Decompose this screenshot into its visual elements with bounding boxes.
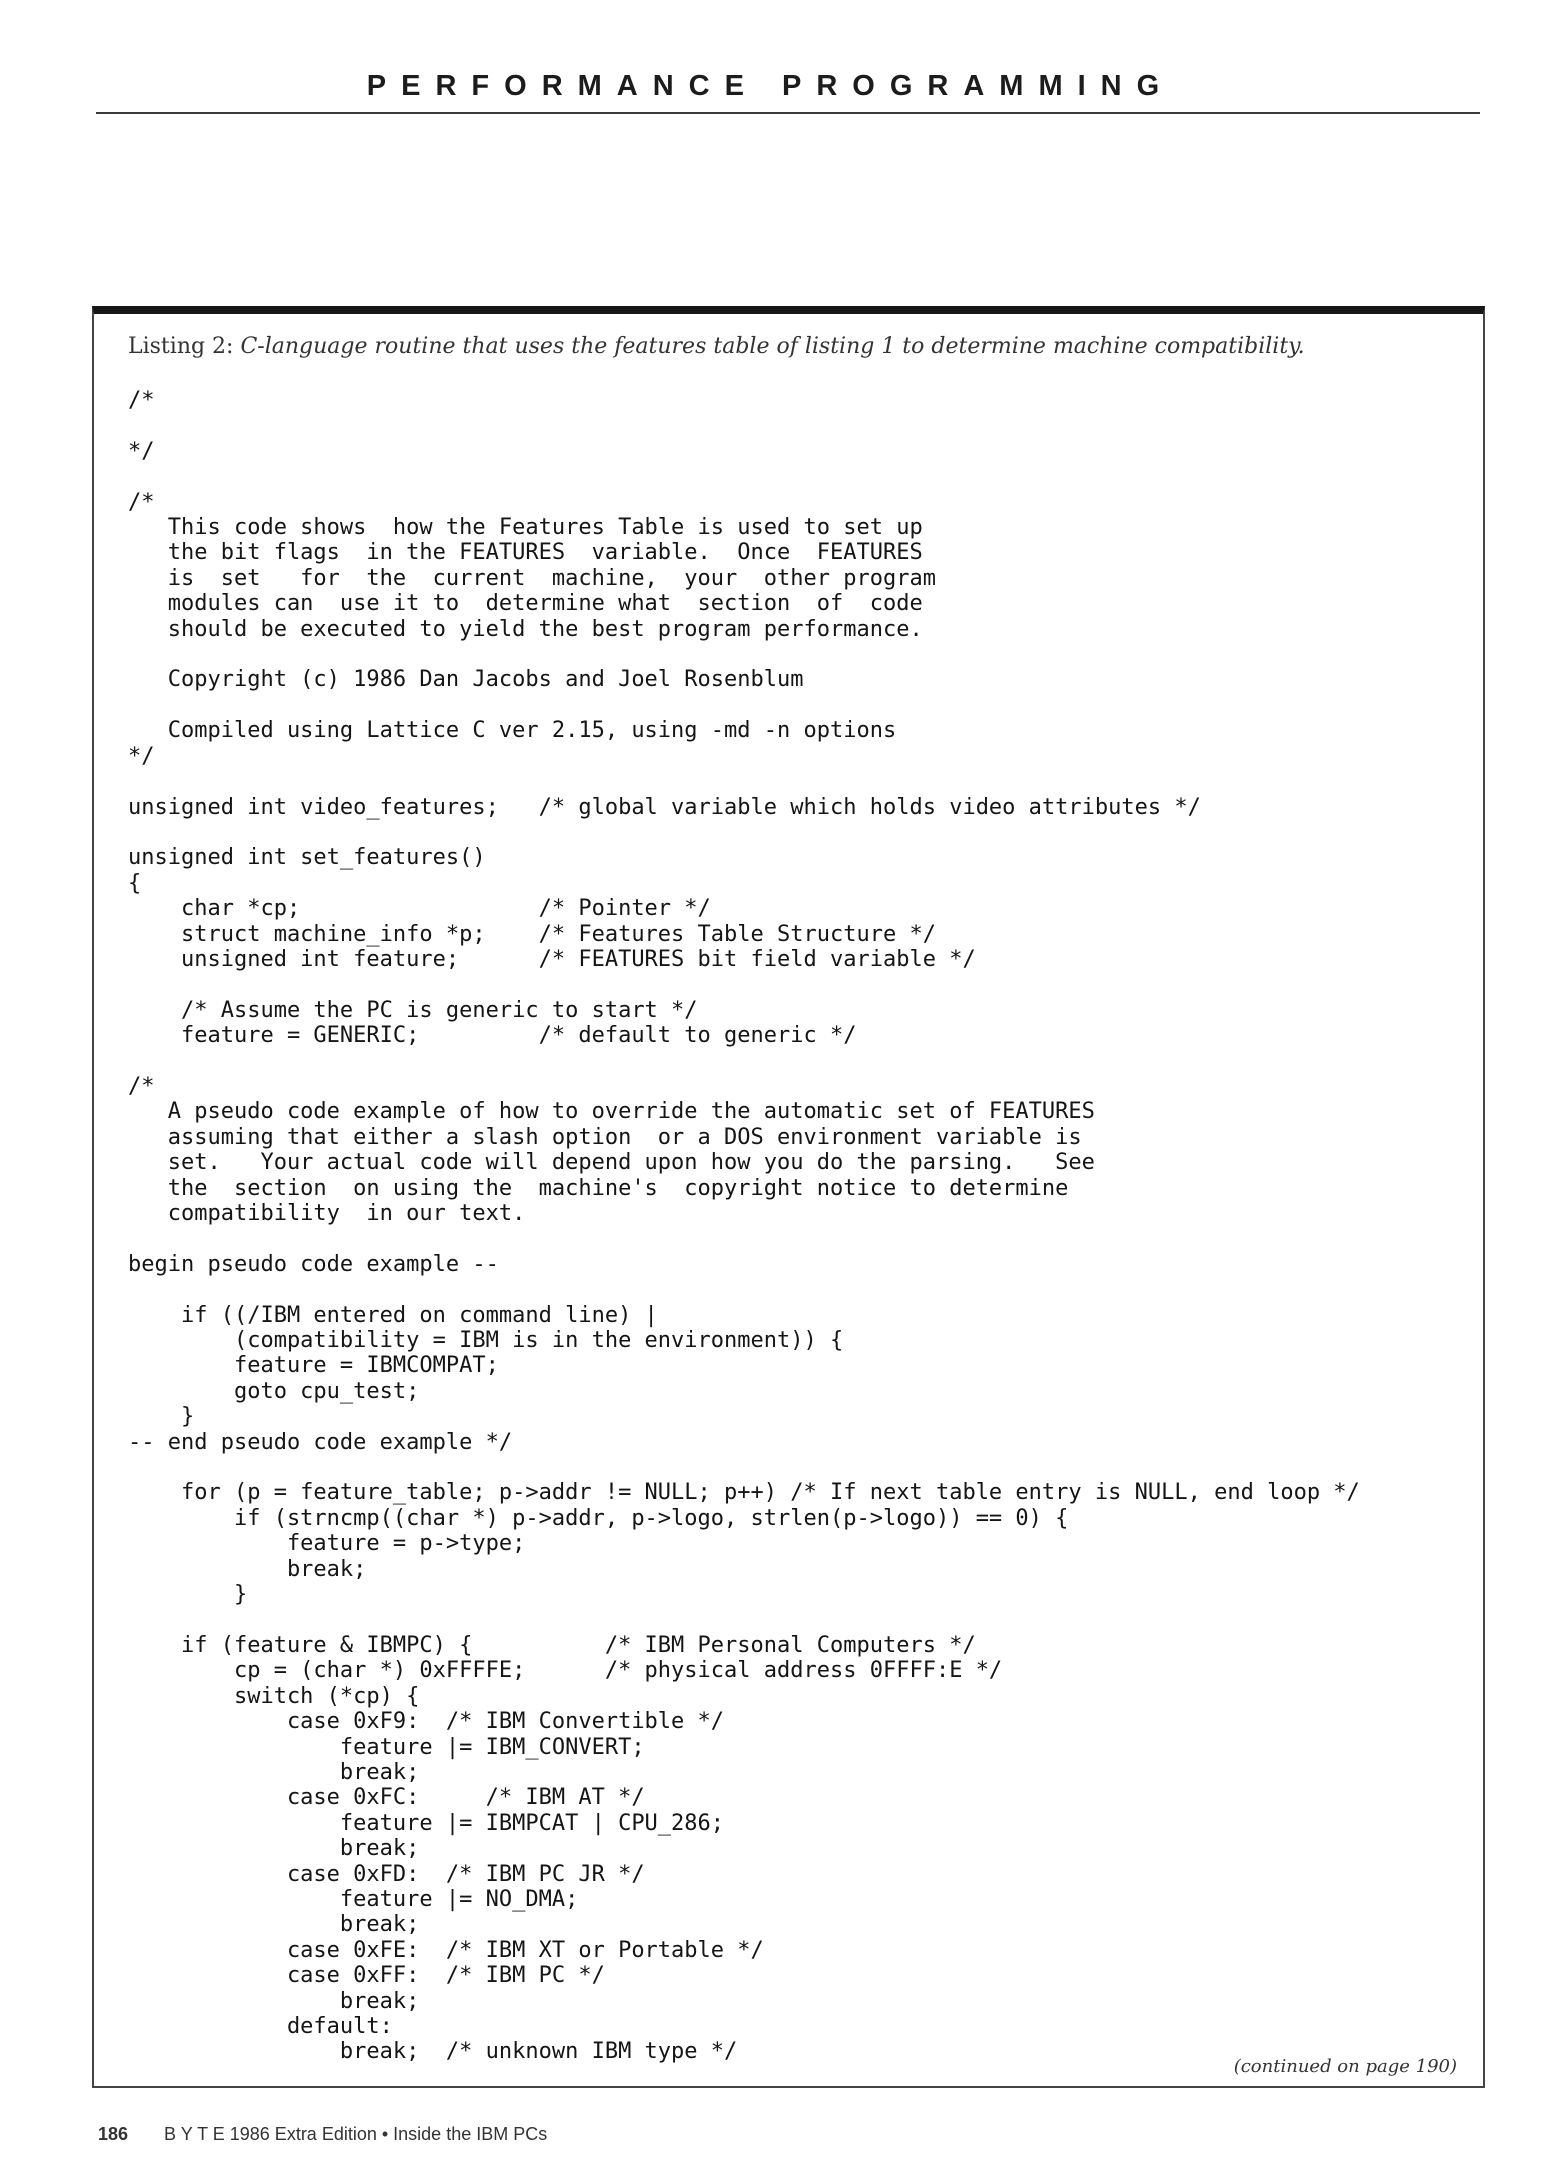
header-rule: [96, 112, 1480, 114]
footer-page-number: 186: [98, 2124, 129, 2144]
listing-caption-label: Listing 2:: [128, 334, 234, 359]
continued-note: (continued on page 190): [1233, 2056, 1457, 2077]
section-header-title: PERFORMANCE PROGRAMMING: [366, 70, 1175, 102]
code-listing: /* */ /* This code shows how the Features Table is used to set up the bit flags in the FEATURES variable. Once FEATURES is set for the current machine, your other program modules can use it to determine what section of code should be executed to yield the best program performance. Copyright (c) 1986 Dan Jacobs and Joel Rosenblum Compiled using Lattice C ver 2.15, using -md -n options */ unsigned int video_features; /* global variable which holds video attributes */ unsigned int set_features() { char *cp; /* Pointer */ struct machine_info *p; /* Features Table Structure */ unsigned int feature; /* FEATURES bit field variable */ /* Assume the PC is generic to start */ feature = GENERIC; /* default to generic */ /* A pseudo code example of how to override the automatic set of FEATURES assuming that either a slash option or a DOS environment variable is set. Your actual code will depend upon how you do the parsing. See the section on using the machine's copyright notice to determine compatibility in our text. begin pseudo code example -- if ((/IBM entered on command line) | (compatibility = IBM is in the environment)) { feature = IBMCOMPAT; goto cpu_test; } -- end pseudo code example */ for (p = feature_table; p->addr != NULL; p++) /* If next table entry is NULL, end loop */ if (strncmp((char *) p->addr, p->logo, strlen(p->logo)) == 0) { feature = p->type; break; } if (feature & IBMPC) { /* IBM Personal Computers */ cp = (char *) 0xFFFFE; /* physical address 0FFFF:E */ switch (*cp) { case 0xF9: /* IBM Convertible */ feature |= IBM_CONVERT; break; case 0xFC: /* IBM AT */ feature |= IBMPCAT | CPU_286; break; case 0xFD: /* IBM PC JR */ feature |= NO_DMA; break; case 0xFE: /* IBM XT or Portable */ case 0xFF: /* IBM PC */ break; default: break; /* unknown IBM type */: [128, 388, 1360, 2065]
footer-publication: B Y T E 1986 Extra Edition • Inside the IBM PCs: [164, 2124, 548, 2144]
listing-caption-body: C-language routine that uses the features table of listing 1 to determine machine compatibility.: [240, 334, 1305, 359]
page-footer: [98, 2124, 547, 2145]
listing-caption: [128, 334, 1305, 359]
listing-box: [92, 306, 1485, 2088]
